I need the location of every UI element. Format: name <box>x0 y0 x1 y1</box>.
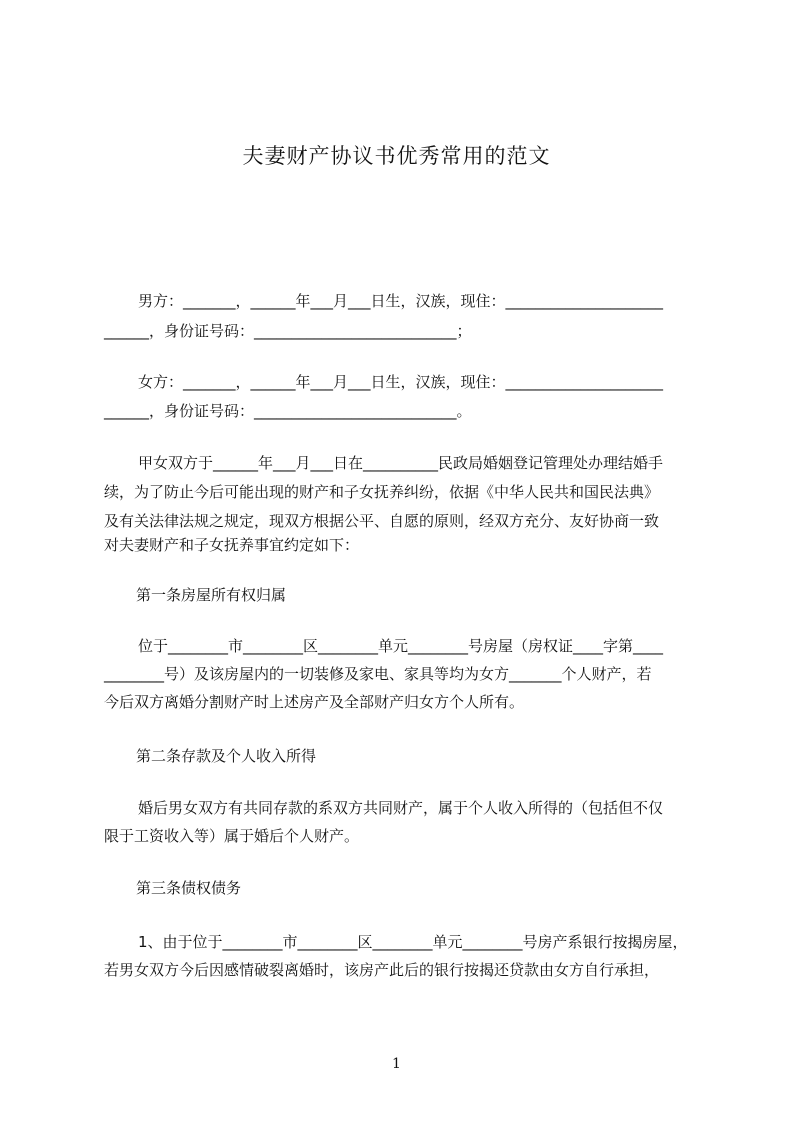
article-2-line-2: 限于工资收入等）属于婚后个人财产。 <box>104 827 360 845</box>
article-3-line-2: 若男女双方今后因感情破裂离婚时，该房产此后的银行按揭还贷款由女方自行承担， <box>104 961 660 979</box>
article-1-line-1: 位于________市________区________单元________号房屋（房权证____字第____ <box>138 637 664 655</box>
intro-line-3: 及有关法律法规之规定，现双方根据公平、自愿的原则，经双方充分、友好协商一致 <box>104 512 660 530</box>
intro-line-2: 续，为了防止今后可能出现的财产和子女抚养纠纷，依据《中华人民共和国民法典》 <box>104 483 660 501</box>
article-1-line-2: ________号）及该房屋内的一切装修及家电、家具等均为女方_______个人财产，若 <box>104 665 652 683</box>
article-1-line-3: 今后双方离婚分割财产时上述房产及全部财产归女方个人所有。 <box>104 693 525 711</box>
woman-info-line-1: 女方：_______，______年___月___日生，汉族，现住：_____________________ <box>138 373 664 391</box>
page-number: 1 <box>392 1056 401 1072</box>
article-3-heading: 第三条债权债务 <box>136 879 242 897</box>
article-3-line-1: 1、由于位于________市________区________单元________号房产系银行按揭房屋， <box>138 933 688 951</box>
article-1-heading: 第一条房屋所有权归属 <box>136 586 287 604</box>
article-2-line-1: 婚后男女双方有共同存款的系双方共同财产，属于个人收入所得的（包括但不仅 <box>138 799 664 817</box>
man-info-line-2: ______，身份证号码：___________________________； <box>104 322 472 340</box>
intro-line-4: 对夫妻财产和子女抚养事宜约定如下： <box>104 536 360 554</box>
article-2-heading: 第二条存款及个人收入所得 <box>136 747 317 765</box>
intro-line-1: 甲女双方于______年___月___日在__________民政局婚姻登记管理处办理结婚手 <box>138 454 664 472</box>
document-title: 夫妻财产协议书优秀常用的范文 <box>242 144 551 168</box>
woman-info-line-2: ______，身份证号码：___________________________。 <box>104 402 472 420</box>
man-info-line-1: 男方：_______，______年___月___日生，汉族，现住：_____________________ <box>138 292 664 310</box>
